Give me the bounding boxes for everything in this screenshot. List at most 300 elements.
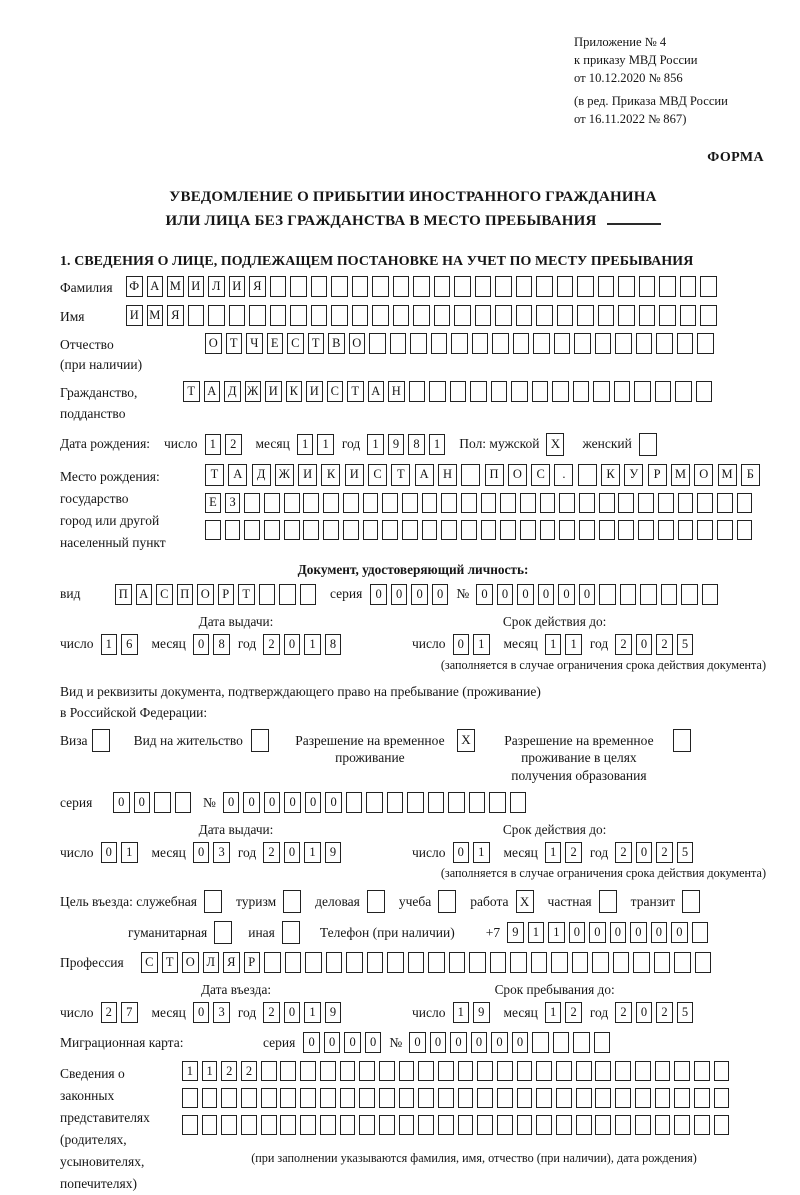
char-cell[interactable]: X	[516, 890, 534, 913]
char-cell[interactable]	[702, 584, 719, 605]
char-cell[interactable]	[202, 1115, 218, 1135]
char-cell[interactable]: Ч	[246, 333, 263, 354]
char-cell[interactable]: К	[286, 381, 303, 402]
char-cell[interactable]: 2	[615, 634, 632, 655]
char-cell[interactable]	[697, 333, 714, 354]
char-cell[interactable]	[449, 952, 466, 973]
char-cell[interactable]	[694, 1061, 710, 1081]
char-cell[interactable]: 9	[325, 842, 342, 863]
char-cell[interactable]	[270, 276, 287, 297]
char-cell[interactable]: 0	[558, 584, 575, 605]
char-cell[interactable]	[280, 1061, 296, 1081]
char-cell[interactable]: 5	[677, 634, 694, 655]
char-cell[interactable]: О	[205, 333, 222, 354]
char-cell[interactable]	[595, 1115, 611, 1135]
char-cell[interactable]: 1	[202, 1061, 218, 1081]
char-cell[interactable]	[536, 305, 553, 326]
char-cell[interactable]	[282, 921, 300, 944]
char-cell[interactable]	[340, 1088, 356, 1108]
char-cell[interactable]	[418, 1088, 434, 1108]
char-cell[interactable]: 0	[450, 1032, 467, 1053]
char-cell[interactable]: И	[265, 381, 282, 402]
char-cell[interactable]	[454, 305, 471, 326]
char-cell[interactable]	[613, 952, 630, 973]
char-cell[interactable]	[536, 276, 553, 297]
char-cell[interactable]	[422, 493, 438, 513]
char-cell[interactable]	[532, 381, 549, 402]
char-cell[interactable]	[510, 952, 527, 973]
char-cell[interactable]	[359, 1088, 375, 1108]
char-cell[interactable]: 1	[121, 842, 138, 863]
char-cell[interactable]: 2	[615, 1002, 632, 1023]
char-cell[interactable]: Т	[226, 333, 243, 354]
char-cell[interactable]	[261, 1061, 277, 1081]
char-cell[interactable]	[697, 520, 713, 540]
char-cell[interactable]	[694, 1088, 710, 1108]
char-cell[interactable]	[300, 584, 317, 605]
char-cell[interactable]	[678, 520, 694, 540]
char-cell[interactable]	[481, 520, 497, 540]
char-cell[interactable]	[393, 305, 410, 326]
char-cell[interactable]: П	[177, 584, 194, 605]
char-cell[interactable]: 2	[656, 1002, 673, 1023]
char-cell[interactable]: А	[368, 381, 385, 402]
char-cell[interactable]	[517, 1061, 533, 1081]
char-cell[interactable]: И	[229, 276, 246, 297]
char-cell[interactable]	[244, 520, 260, 540]
char-cell[interactable]: Ж	[245, 381, 262, 402]
char-cell[interactable]	[343, 493, 359, 513]
char-cell[interactable]	[241, 1115, 257, 1135]
char-cell[interactable]	[680, 276, 697, 297]
char-cell[interactable]	[675, 381, 692, 402]
char-cell[interactable]: Д	[252, 464, 271, 486]
char-cell[interactable]	[472, 333, 489, 354]
char-cell[interactable]	[557, 305, 574, 326]
char-cell[interactable]: 1	[205, 434, 222, 455]
char-cell[interactable]	[531, 952, 548, 973]
char-cell[interactable]	[305, 952, 322, 973]
char-cell[interactable]: С	[368, 464, 387, 486]
char-cell[interactable]: 0	[430, 1032, 447, 1053]
char-cell[interactable]	[695, 952, 712, 973]
char-cell[interactable]: Р	[244, 952, 261, 973]
char-cell[interactable]	[680, 305, 697, 326]
char-cell[interactable]	[372, 276, 389, 297]
char-cell[interactable]: 1	[528, 922, 545, 943]
char-cell[interactable]	[331, 276, 348, 297]
char-cell[interactable]: 0	[636, 842, 653, 863]
char-cell[interactable]	[491, 381, 508, 402]
char-cell[interactable]: 1	[429, 434, 446, 455]
char-cell[interactable]: А	[136, 584, 153, 605]
char-cell[interactable]: Н	[388, 381, 405, 402]
char-cell[interactable]: 0	[497, 584, 514, 605]
char-cell[interactable]: И	[126, 305, 143, 326]
char-cell[interactable]	[674, 1088, 690, 1108]
char-cell[interactable]: 1	[548, 922, 565, 943]
char-cell[interactable]	[366, 792, 383, 813]
char-cell[interactable]	[475, 305, 492, 326]
char-cell[interactable]: 0	[391, 584, 408, 605]
char-cell[interactable]: 9	[388, 434, 405, 455]
char-cell[interactable]	[379, 1061, 395, 1081]
char-cell[interactable]	[658, 493, 674, 513]
char-cell[interactable]: 9	[325, 1002, 342, 1023]
char-cell[interactable]	[188, 305, 205, 326]
char-cell[interactable]: С	[141, 952, 158, 973]
char-cell[interactable]	[340, 1061, 356, 1081]
char-cell[interactable]: Н	[438, 464, 457, 486]
char-cell[interactable]	[470, 381, 487, 402]
char-cell[interactable]: Р	[648, 464, 667, 486]
char-cell[interactable]: Л	[203, 952, 220, 973]
char-cell[interactable]	[346, 952, 363, 973]
char-cell[interactable]	[640, 584, 657, 605]
char-cell[interactable]	[592, 952, 609, 973]
char-cell[interactable]: Р	[218, 584, 235, 605]
char-cell[interactable]	[516, 305, 533, 326]
char-cell[interactable]	[635, 1088, 651, 1108]
char-cell[interactable]	[661, 584, 678, 605]
char-cell[interactable]	[363, 520, 379, 540]
char-cell[interactable]	[681, 584, 698, 605]
char-cell[interactable]	[579, 520, 595, 540]
char-cell[interactable]	[300, 1088, 316, 1108]
char-cell[interactable]	[283, 890, 301, 913]
char-cell[interactable]: 0	[264, 792, 281, 813]
char-cell[interactable]	[241, 1088, 257, 1108]
char-cell[interactable]: 2	[241, 1061, 257, 1081]
char-cell[interactable]: Я	[249, 276, 266, 297]
char-cell[interactable]: 1	[473, 842, 490, 863]
char-cell[interactable]	[441, 520, 457, 540]
char-cell[interactable]	[477, 1088, 493, 1108]
char-cell[interactable]	[639, 305, 656, 326]
char-cell[interactable]	[677, 333, 694, 354]
char-cell[interactable]: 2	[263, 634, 280, 655]
char-cell[interactable]: 0	[284, 792, 301, 813]
char-cell[interactable]: С	[327, 381, 344, 402]
char-cell[interactable]	[620, 584, 637, 605]
char-cell[interactable]	[697, 493, 713, 513]
char-cell[interactable]	[556, 1061, 572, 1081]
char-cell[interactable]	[369, 333, 386, 354]
char-cell[interactable]	[438, 1115, 454, 1135]
char-cell[interactable]	[270, 305, 287, 326]
char-cell[interactable]: 5	[677, 842, 694, 863]
char-cell[interactable]	[182, 1115, 198, 1135]
char-cell[interactable]: Т	[308, 333, 325, 354]
char-cell[interactable]: 5	[677, 1002, 694, 1023]
char-cell[interactable]	[303, 520, 319, 540]
char-cell[interactable]	[536, 1061, 552, 1081]
char-cell[interactable]	[221, 1088, 237, 1108]
char-cell[interactable]: 2	[221, 1061, 237, 1081]
char-cell[interactable]: Т	[162, 952, 179, 973]
char-cell[interactable]	[264, 952, 281, 973]
char-cell[interactable]	[367, 890, 385, 913]
char-cell[interactable]	[264, 493, 280, 513]
char-cell[interactable]	[500, 520, 516, 540]
char-cell[interactable]: 1	[317, 434, 334, 455]
char-cell[interactable]: 0	[325, 792, 342, 813]
char-cell[interactable]	[717, 520, 733, 540]
char-cell[interactable]: Л	[208, 276, 225, 297]
char-cell[interactable]: 0	[365, 1032, 382, 1053]
char-cell[interactable]	[633, 952, 650, 973]
char-cell[interactable]	[674, 1061, 690, 1081]
char-cell[interactable]	[387, 952, 404, 973]
char-cell[interactable]	[450, 381, 467, 402]
char-cell[interactable]: 0	[284, 842, 301, 863]
char-cell[interactable]	[576, 1115, 592, 1135]
char-cell[interactable]	[615, 333, 632, 354]
char-cell[interactable]	[659, 276, 676, 297]
char-cell[interactable]: 0	[303, 1032, 320, 1053]
char-cell[interactable]: Т	[183, 381, 200, 402]
char-cell[interactable]	[595, 1061, 611, 1081]
char-cell[interactable]	[402, 493, 418, 513]
char-cell[interactable]	[678, 493, 694, 513]
char-cell[interactable]: М	[671, 464, 690, 486]
char-cell[interactable]	[175, 792, 192, 813]
char-cell[interactable]	[407, 792, 424, 813]
char-cell[interactable]: 0	[630, 922, 647, 943]
char-cell[interactable]	[429, 381, 446, 402]
char-cell[interactable]: А	[415, 464, 434, 486]
char-cell[interactable]	[402, 520, 418, 540]
char-cell[interactable]	[438, 890, 456, 913]
char-cell[interactable]	[513, 333, 530, 354]
char-cell[interactable]	[409, 381, 426, 402]
char-cell[interactable]: 2	[263, 842, 280, 863]
char-cell[interactable]: 0	[193, 842, 210, 863]
char-cell[interactable]	[363, 493, 379, 513]
char-cell[interactable]: 0	[193, 634, 210, 655]
char-cell[interactable]: 1	[367, 434, 384, 455]
char-cell[interactable]	[326, 952, 343, 973]
char-cell[interactable]	[280, 1088, 296, 1108]
char-cell[interactable]	[714, 1115, 730, 1135]
char-cell[interactable]	[205, 520, 221, 540]
char-cell[interactable]: О	[182, 952, 199, 973]
char-cell[interactable]	[204, 890, 222, 913]
char-cell[interactable]	[448, 792, 465, 813]
char-cell[interactable]	[540, 493, 556, 513]
char-cell[interactable]: М	[147, 305, 164, 326]
char-cell[interactable]	[382, 493, 398, 513]
char-cell[interactable]	[410, 333, 427, 354]
char-cell[interactable]	[259, 584, 276, 605]
char-cell[interactable]	[489, 792, 506, 813]
char-cell[interactable]: Е	[205, 493, 221, 513]
char-cell[interactable]: 0	[453, 634, 470, 655]
char-cell[interactable]: X	[546, 433, 564, 456]
char-cell[interactable]	[244, 493, 260, 513]
char-cell[interactable]	[533, 333, 550, 354]
char-cell[interactable]	[331, 305, 348, 326]
char-cell[interactable]	[300, 1115, 316, 1135]
char-cell[interactable]: Т	[347, 381, 364, 402]
char-cell[interactable]	[340, 1115, 356, 1135]
char-cell[interactable]	[638, 493, 654, 513]
char-cell[interactable]	[559, 520, 575, 540]
char-cell[interactable]	[714, 1088, 730, 1108]
char-cell[interactable]	[92, 729, 110, 752]
char-cell[interactable]	[578, 464, 597, 486]
char-cell[interactable]	[658, 520, 674, 540]
char-cell[interactable]: 8	[325, 634, 342, 655]
char-cell[interactable]	[536, 1115, 552, 1135]
char-cell[interactable]: 2	[565, 842, 582, 863]
char-cell[interactable]	[634, 381, 651, 402]
char-cell[interactable]	[320, 1088, 336, 1108]
char-cell[interactable]: 0	[538, 584, 555, 605]
char-cell[interactable]	[214, 921, 232, 944]
char-cell[interactable]	[692, 922, 709, 943]
char-cell[interactable]: И	[188, 276, 205, 297]
char-cell[interactable]	[594, 1032, 611, 1053]
char-cell[interactable]	[552, 381, 569, 402]
char-cell[interactable]	[717, 493, 733, 513]
char-cell[interactable]	[290, 305, 307, 326]
char-cell[interactable]: Е	[267, 333, 284, 354]
char-cell[interactable]	[497, 1088, 513, 1108]
char-cell[interactable]: 8	[213, 634, 230, 655]
char-cell[interactable]: С	[287, 333, 304, 354]
char-cell[interactable]: 0	[284, 1002, 301, 1023]
char-cell[interactable]	[280, 1115, 296, 1135]
char-cell[interactable]: 3	[213, 842, 230, 863]
char-cell[interactable]	[320, 1115, 336, 1135]
char-cell[interactable]: 1	[304, 842, 321, 863]
char-cell[interactable]: 0	[610, 922, 627, 943]
char-cell[interactable]: 0	[671, 922, 688, 943]
char-cell[interactable]	[599, 520, 615, 540]
char-cell[interactable]: 1	[101, 634, 118, 655]
char-cell[interactable]	[595, 333, 612, 354]
char-cell[interactable]: 0	[344, 1032, 361, 1053]
char-cell[interactable]: А	[147, 276, 164, 297]
char-cell[interactable]: 0	[453, 842, 470, 863]
char-cell[interactable]	[458, 1088, 474, 1108]
char-cell[interactable]: 1	[565, 634, 582, 655]
char-cell[interactable]	[428, 792, 445, 813]
char-cell[interactable]	[694, 1115, 710, 1135]
char-cell[interactable]: 0	[243, 792, 260, 813]
char-cell[interactable]: И	[306, 381, 323, 402]
char-cell[interactable]	[367, 952, 384, 973]
char-cell[interactable]	[554, 333, 571, 354]
char-cell[interactable]: Т	[238, 584, 255, 605]
char-cell[interactable]	[614, 381, 631, 402]
char-cell[interactable]	[284, 520, 300, 540]
char-cell[interactable]	[154, 792, 171, 813]
char-cell[interactable]	[520, 493, 536, 513]
char-cell[interactable]	[572, 952, 589, 973]
char-cell[interactable]	[261, 1088, 277, 1108]
char-cell[interactable]: 2	[565, 1002, 582, 1023]
char-cell[interactable]: X	[457, 729, 475, 752]
char-cell[interactable]	[477, 1061, 493, 1081]
char-cell[interactable]	[497, 1061, 513, 1081]
char-cell[interactable]	[202, 1088, 218, 1108]
char-cell[interactable]: О	[349, 333, 366, 354]
char-cell[interactable]	[573, 381, 590, 402]
char-cell[interactable]: В	[328, 333, 345, 354]
char-cell[interactable]	[481, 493, 497, 513]
char-cell[interactable]	[615, 1061, 631, 1081]
char-cell[interactable]	[458, 1061, 474, 1081]
char-cell[interactable]	[574, 333, 591, 354]
char-cell[interactable]: 2	[615, 842, 632, 863]
char-cell[interactable]	[700, 305, 717, 326]
char-cell[interactable]: 7	[121, 1002, 138, 1023]
char-cell[interactable]: 0	[651, 922, 668, 943]
char-cell[interactable]: Я	[167, 305, 184, 326]
char-cell[interactable]	[500, 493, 516, 513]
char-cell[interactable]	[700, 276, 717, 297]
char-cell[interactable]: К	[601, 464, 620, 486]
char-cell[interactable]: 6	[121, 634, 138, 655]
char-cell[interactable]	[492, 333, 509, 354]
char-cell[interactable]: О	[508, 464, 527, 486]
char-cell[interactable]	[551, 952, 568, 973]
char-cell[interactable]	[408, 952, 425, 973]
char-cell[interactable]	[674, 952, 691, 973]
char-cell[interactable]: П	[115, 584, 132, 605]
char-cell[interactable]	[379, 1088, 395, 1108]
char-cell[interactable]	[279, 584, 296, 605]
char-cell[interactable]: З	[225, 493, 241, 513]
char-cell[interactable]	[438, 1088, 454, 1108]
char-cell[interactable]: 0	[579, 584, 596, 605]
char-cell[interactable]: Я	[223, 952, 240, 973]
char-cell[interactable]	[673, 729, 691, 752]
char-cell[interactable]	[599, 890, 617, 913]
char-cell[interactable]	[300, 1061, 316, 1081]
char-cell[interactable]	[635, 1115, 651, 1135]
char-cell[interactable]: 0	[471, 1032, 488, 1053]
char-cell[interactable]: М	[718, 464, 737, 486]
char-cell[interactable]	[343, 520, 359, 540]
char-cell[interactable]	[359, 1115, 375, 1135]
char-cell[interactable]	[311, 276, 328, 297]
char-cell[interactable]	[320, 1061, 336, 1081]
char-cell[interactable]: Б	[741, 464, 760, 486]
char-cell[interactable]	[579, 493, 595, 513]
char-cell[interactable]: 0	[411, 584, 428, 605]
char-cell[interactable]	[576, 1088, 592, 1108]
char-cell[interactable]	[517, 1088, 533, 1108]
char-cell[interactable]	[352, 305, 369, 326]
char-cell[interactable]	[495, 276, 512, 297]
char-cell[interactable]	[225, 520, 241, 540]
char-cell[interactable]	[251, 729, 269, 752]
char-cell[interactable]: 0	[569, 922, 586, 943]
char-cell[interactable]	[598, 305, 615, 326]
char-cell[interactable]: 0	[193, 1002, 210, 1023]
char-cell[interactable]	[737, 520, 753, 540]
char-cell[interactable]	[682, 890, 700, 913]
char-cell[interactable]	[290, 276, 307, 297]
char-cell[interactable]	[434, 276, 451, 297]
char-cell[interactable]: О	[197, 584, 214, 605]
char-cell[interactable]	[352, 276, 369, 297]
char-cell[interactable]	[399, 1088, 415, 1108]
char-cell[interactable]: 1	[545, 842, 562, 863]
